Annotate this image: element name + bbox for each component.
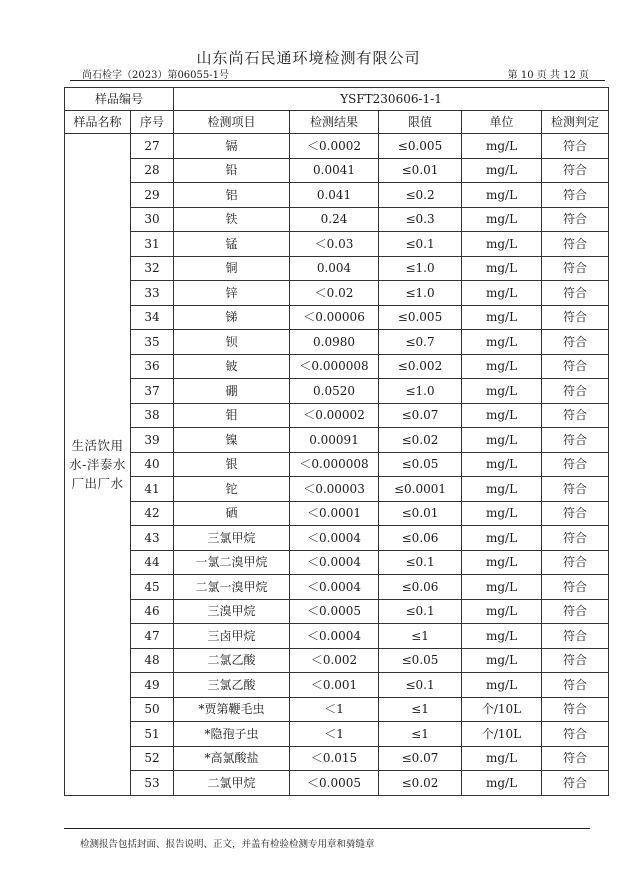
- test-item: 锑: [174, 305, 290, 330]
- judgement: 符合: [542, 648, 609, 673]
- test-result: 0.24: [290, 207, 379, 232]
- judgement: 符合: [542, 183, 609, 208]
- table-row: [65, 134, 609, 159]
- judgement: 符合: [542, 232, 609, 257]
- table-row: [65, 771, 609, 796]
- test-item: 钡: [174, 330, 290, 355]
- test-result: ＜0.000008: [290, 354, 379, 379]
- row-index: 51: [131, 722, 174, 747]
- row-index: 32: [131, 256, 174, 281]
- test-result: 0.041: [290, 183, 379, 208]
- col-header-index: 序号: [131, 111, 174, 134]
- test-item: *贾第鞭毛虫: [174, 697, 290, 722]
- limit-value: ≤0.002: [379, 354, 462, 379]
- test-result: 0.0041: [290, 158, 379, 183]
- test-item: 镉: [174, 134, 290, 159]
- test-item: *隐孢子虫: [174, 722, 290, 747]
- test-result: ＜0.0005: [290, 599, 379, 624]
- table-row: [65, 673, 609, 698]
- test-item: 铝: [174, 183, 290, 208]
- test-item: 三溴甲烷: [174, 599, 290, 624]
- limit-value: ≤0.1: [379, 599, 462, 624]
- limit-value: ≤0.02: [379, 428, 462, 453]
- footer-divider: [64, 828, 590, 829]
- judgement: 符合: [542, 305, 609, 330]
- row-index: 27: [131, 134, 174, 159]
- test-result: ＜0.0004: [290, 526, 379, 551]
- limit-value: ≤1: [379, 697, 462, 722]
- unit: mg/L: [462, 183, 542, 208]
- table-row: [65, 746, 609, 771]
- table-row: [65, 256, 609, 281]
- unit: mg/L: [462, 428, 542, 453]
- unit: mg/L: [462, 158, 542, 183]
- table-row: [65, 575, 609, 600]
- page-number: 第 10 页 共 12 页: [507, 70, 589, 81]
- limit-value: ≤0.01: [379, 158, 462, 183]
- judgement: 符合: [542, 477, 609, 502]
- col-header-test-item: 检测项目: [174, 111, 290, 134]
- limit-value: ≤0.1: [379, 673, 462, 698]
- test-result: ＜0.0004: [290, 624, 379, 649]
- unit: 个/10L: [462, 722, 542, 747]
- unit: mg/L: [462, 771, 542, 796]
- row-index: 43: [131, 526, 174, 551]
- test-result: ＜0.00002: [290, 403, 379, 428]
- row-index: 47: [131, 624, 174, 649]
- test-result: 0.0980: [290, 330, 379, 355]
- unit: mg/L: [462, 501, 542, 526]
- limit-value: ≤0.2: [379, 183, 462, 208]
- limit-value: ≤0.1: [379, 550, 462, 575]
- limit-value: ≤0.07: [379, 746, 462, 771]
- col-header-limit: 限值: [379, 111, 462, 134]
- row-index: 48: [131, 648, 174, 673]
- test-item: 铍: [174, 354, 290, 379]
- test-result: ＜0.0004: [290, 550, 379, 575]
- unit: mg/L: [462, 354, 542, 379]
- limit-value: ≤1.0: [379, 256, 462, 281]
- limit-value: ≤0.0001: [379, 477, 462, 502]
- limit-value: ≤0.06: [379, 526, 462, 551]
- judgement: 符合: [542, 452, 609, 477]
- table-row: [65, 183, 609, 208]
- table-row: [65, 428, 609, 453]
- unit: mg/L: [462, 452, 542, 477]
- judgement: 符合: [542, 403, 609, 428]
- table-row: [65, 501, 609, 526]
- table-row: [65, 330, 609, 355]
- test-item: 银: [174, 452, 290, 477]
- row-index: 40: [131, 452, 174, 477]
- test-item: 镍: [174, 428, 290, 453]
- table-row: [65, 697, 609, 722]
- unit: mg/L: [462, 379, 542, 404]
- row-index: 44: [131, 550, 174, 575]
- test-result: ＜0.001: [290, 673, 379, 698]
- row-index: 29: [131, 183, 174, 208]
- sample-number-label: 样品编号: [65, 88, 174, 111]
- test-item: 铁: [174, 207, 290, 232]
- unit: mg/L: [462, 134, 542, 159]
- test-item: 硒: [174, 501, 290, 526]
- limit-value: ≤0.01: [379, 501, 462, 526]
- row-index: 46: [131, 599, 174, 624]
- unit: mg/L: [462, 403, 542, 428]
- test-result: ＜0.0005: [290, 771, 379, 796]
- row-index: 41: [131, 477, 174, 502]
- col-header-sample-name: 样品名称: [65, 111, 131, 134]
- row-index: 36: [131, 354, 174, 379]
- report-ref-number: 尚石检字（2023）第06055-1号: [82, 70, 230, 81]
- judgement: 符合: [542, 746, 609, 771]
- table-row: [65, 624, 609, 649]
- table-row: [65, 354, 609, 379]
- judgement: 符合: [542, 158, 609, 183]
- unit: mg/L: [462, 477, 542, 502]
- unit: mg/L: [462, 256, 542, 281]
- judgement: 符合: [542, 379, 609, 404]
- test-result: 0.0520: [290, 379, 379, 404]
- limit-value: ≤0.005: [379, 305, 462, 330]
- judgement: 符合: [542, 550, 609, 575]
- judgement: 符合: [542, 722, 609, 747]
- test-item: 三卤甲烷: [174, 624, 290, 649]
- row-index: 52: [131, 746, 174, 771]
- test-item: 铜: [174, 256, 290, 281]
- test-item: 二氯一溴甲烷: [174, 575, 290, 600]
- company-title: 山东尚石民通环境检测有限公司: [196, 49, 421, 67]
- unit: mg/L: [462, 575, 542, 600]
- judgement: 符合: [542, 575, 609, 600]
- unit: mg/L: [462, 330, 542, 355]
- col-header-judgement: 检测判定: [542, 111, 609, 134]
- judgement: 符合: [542, 256, 609, 281]
- test-result: ＜0.0004: [290, 575, 379, 600]
- limit-value: ≤1: [379, 624, 462, 649]
- unit: mg/L: [462, 232, 542, 257]
- unit: mg/L: [462, 746, 542, 771]
- row-index: 49: [131, 673, 174, 698]
- sample-number-value: YSFT230606-1-1: [174, 88, 609, 111]
- unit: mg/L: [462, 550, 542, 575]
- sample-name: 生活饮用水-泮泰水厂出厂水: [65, 134, 131, 796]
- row-index: 35: [131, 330, 174, 355]
- test-result: 0.004: [290, 256, 379, 281]
- table-row: [65, 526, 609, 551]
- limit-value: ≤1: [379, 722, 462, 747]
- judgement: 符合: [542, 771, 609, 796]
- test-result: ＜1: [290, 697, 379, 722]
- unit: mg/L: [462, 648, 542, 673]
- test-result: ＜0.002: [290, 648, 379, 673]
- table-row: [65, 550, 609, 575]
- test-item: 锌: [174, 281, 290, 306]
- test-item: 三氯甲烷: [174, 526, 290, 551]
- results-table: [64, 87, 609, 796]
- limit-value: ≤1.0: [379, 281, 462, 306]
- table-row: [65, 379, 609, 404]
- test-item: 一氯二溴甲烷: [174, 550, 290, 575]
- table-row: [65, 232, 609, 257]
- judgement: 符合: [542, 134, 609, 159]
- table-row: [65, 281, 609, 306]
- judgement: 符合: [542, 354, 609, 379]
- unit: mg/L: [462, 207, 542, 232]
- judgement: 符合: [542, 624, 609, 649]
- unit: mg/L: [462, 599, 542, 624]
- limit-value: ≤0.1: [379, 232, 462, 257]
- table-row: [65, 477, 609, 502]
- test-item: 二氯甲烷: [174, 771, 290, 796]
- judgement: 符合: [542, 207, 609, 232]
- limit-value: ≤0.02: [379, 771, 462, 796]
- table-row: [65, 648, 609, 673]
- limit-value: ≤0.005: [379, 134, 462, 159]
- test-item: 铅: [174, 158, 290, 183]
- judgement: 符合: [542, 501, 609, 526]
- test-item: 锰: [174, 232, 290, 257]
- row-index: 39: [131, 428, 174, 453]
- limit-value: ≤0.05: [379, 452, 462, 477]
- col-header-unit: 单位: [462, 111, 542, 134]
- table-row: [65, 403, 609, 428]
- unit: mg/L: [462, 526, 542, 551]
- row-index: 37: [131, 379, 174, 404]
- table-row: [65, 599, 609, 624]
- judgement: 符合: [542, 697, 609, 722]
- limit-value: ≤0.05: [379, 648, 462, 673]
- judgement: 符合: [542, 673, 609, 698]
- limit-value: ≤0.7: [379, 330, 462, 355]
- test-result: ＜0.00006: [290, 305, 379, 330]
- row-index: 42: [131, 501, 174, 526]
- column-header-row: [65, 111, 609, 134]
- test-result: ＜0.000008: [290, 452, 379, 477]
- test-item: 钼: [174, 403, 290, 428]
- row-index: 28: [131, 158, 174, 183]
- test-result: ＜0.03: [290, 232, 379, 257]
- table-row: [65, 452, 609, 477]
- test-result: ＜0.00003: [290, 477, 379, 502]
- row-index: 34: [131, 305, 174, 330]
- judgement: 符合: [542, 599, 609, 624]
- test-result: 0.00091: [290, 428, 379, 453]
- test-result: ＜0.0002: [290, 134, 379, 159]
- test-result: ＜1: [290, 722, 379, 747]
- judgement: 符合: [542, 428, 609, 453]
- unit: mg/L: [462, 281, 542, 306]
- limit-value: ≤0.06: [379, 575, 462, 600]
- judgement: 符合: [542, 526, 609, 551]
- limit-value: ≤0.07: [379, 403, 462, 428]
- row-index: 31: [131, 232, 174, 257]
- unit: mg/L: [462, 624, 542, 649]
- table-row: [65, 207, 609, 232]
- test-result: ＜0.015: [290, 746, 379, 771]
- unit: 个/10L: [462, 697, 542, 722]
- footer-note: 检测报告包括封面、报告说明、正文，并盖有检验检测专用章和骑缝章: [80, 839, 375, 850]
- col-header-result: 检测结果: [290, 111, 379, 134]
- unit: mg/L: [462, 673, 542, 698]
- table-row: [65, 722, 609, 747]
- row-index: 38: [131, 403, 174, 428]
- test-item: 二氯乙酸: [174, 648, 290, 673]
- row-index: 53: [131, 771, 174, 796]
- test-item: 硼: [174, 379, 290, 404]
- test-item: 铊: [174, 477, 290, 502]
- row-index: 30: [131, 207, 174, 232]
- test-result: ＜0.02: [290, 281, 379, 306]
- row-index: 50: [131, 697, 174, 722]
- test-item: 三氯乙酸: [174, 673, 290, 698]
- sample-number-row: [65, 88, 609, 111]
- row-index: 45: [131, 575, 174, 600]
- unit: mg/L: [462, 305, 542, 330]
- limit-value: ≤1.0: [379, 379, 462, 404]
- table-row: [65, 158, 609, 183]
- test-result: ＜0.0001: [290, 501, 379, 526]
- judgement: 符合: [542, 330, 609, 355]
- header-divider: [70, 80, 605, 81]
- row-index: 33: [131, 281, 174, 306]
- limit-value: ≤0.3: [379, 207, 462, 232]
- table-row: [65, 305, 609, 330]
- test-item: *高氯酸盐: [174, 746, 290, 771]
- judgement: 符合: [542, 281, 609, 306]
